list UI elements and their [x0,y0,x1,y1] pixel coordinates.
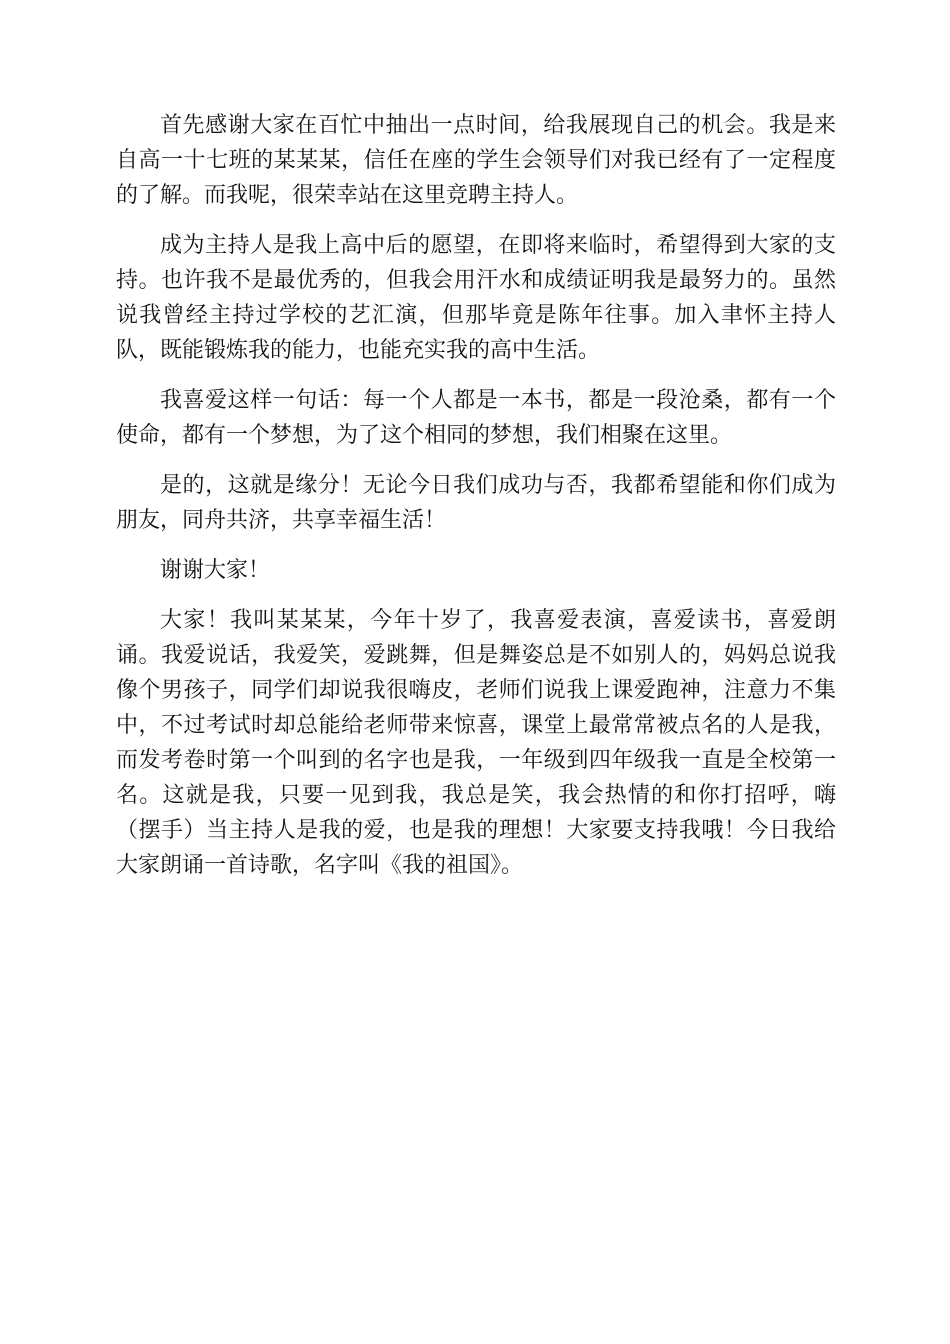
paragraph-6: 大家！我叫某某某，今年十岁了，我喜爱表演，喜爱读书，喜爱朗诵。我爱说话，我爱笑，爱跳舞，但是舞姿总是不如别人的，妈妈总说我像个男孩子，同学们却说我很嗨皮，老师们说我上课爱跑神，注意力不集中，不过考试时却总能给老师带来惊喜，课堂上最常常被点名的人是我，而发考卷时第一个叫到的名字也是我，一年级到四年级我一直是全校第一名。这就是我，只要一见到我，我总是笑，我会热情的和你打招呼，嗨（摆手）当主持人是我的爱，也是我的理想！大家要支持我哦！今日我给大家朗诵一首诗歌，名字叫《我的祖国》。 [116,608,836,878]
paragraph-2: 成为主持人是我上高中后的愿望，在即将来临时，希望得到大家的支持。也许我不是最优秀的，但我会用汗水和成绩证明我是最努力的。虽然说我曾经主持过学校的艺汇演，但那毕竟是陈年往事。加入聿怀主持人队，既能锻炼我的能力，也能充实我的高中生活。 [116,233,836,363]
paragraph-1: 首先感谢大家在百忙中抽出一点时间，给我展现自己的机会。我是来自高一十七班的某某某，信任在座的学生会领导们对我已经有了一定程度的了解。而我呢，很荣幸站在这里竞聘主持人。 [116,113,836,208]
document-body [116,108,836,898]
paragraph-5: 谢谢大家！ [160,558,271,583]
paragraph-3: 我喜爱这样一句话：每一个人都是一本书，都是一段沧桑，都有一个使命，都有一个梦想，为了这个相同的梦想，我们相聚在这里。 [116,388,836,448]
paragraph-4: 是的，这就是缘分！无论今日我们成功与否，我都希望能和你们成为朋友，同舟共济，共享幸福生活！ [116,473,836,533]
